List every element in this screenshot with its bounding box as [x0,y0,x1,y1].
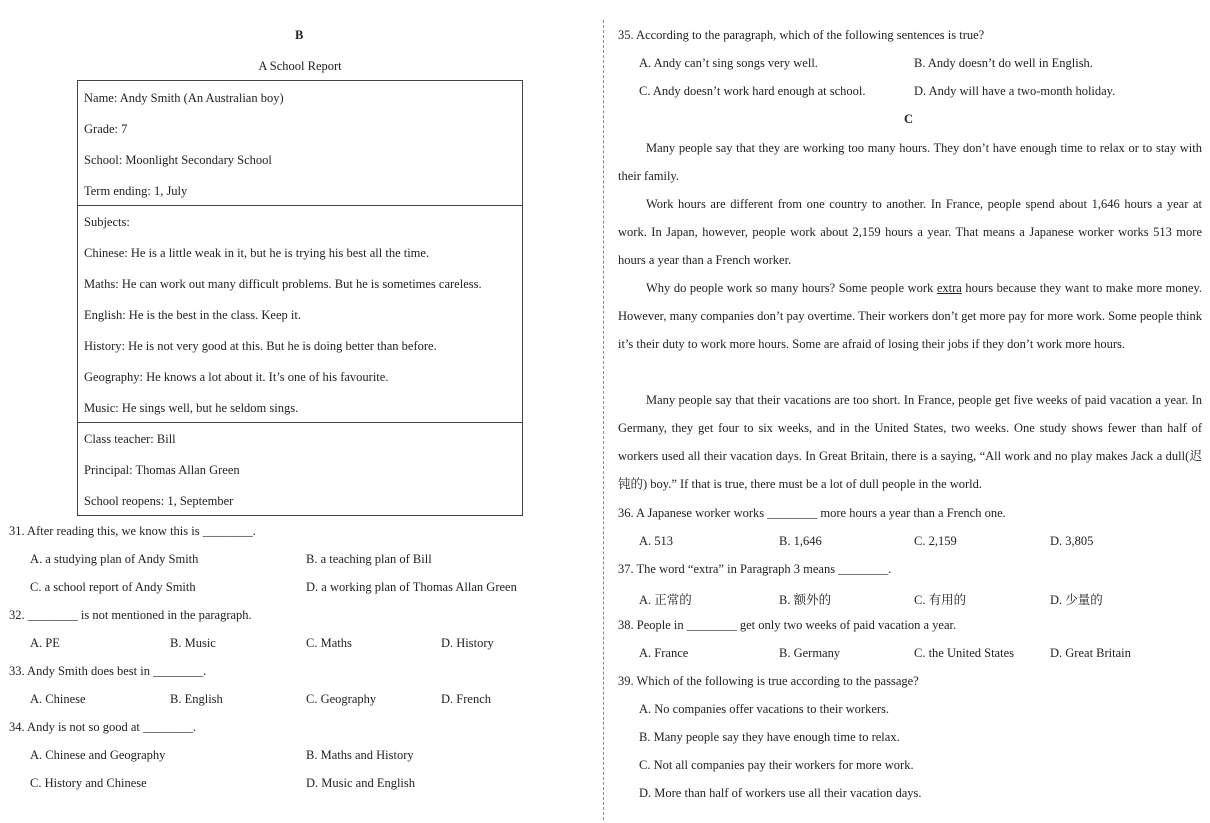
report-principal: Principal: Thomas Allan Green [84,463,240,477]
answer-option[interactable]: A. No companies offer vacations to their workers. [639,702,890,716]
report-grade: Grade: 7 [84,122,128,136]
answer-option[interactable]: D. Music and English [306,776,416,790]
report-name: Name: Andy Smith (An Australian boy) [84,91,284,105]
question-stem: 32. ________ is not mentioned in the paragraph. [9,608,252,622]
report-school: School: Moonlight Secondary School [84,153,272,167]
answer-option[interactable]: A. Chinese [30,692,86,706]
report-term: Term ending: 1, July [84,184,188,198]
answer-option[interactable]: D. French [441,692,491,706]
answer-option[interactable]: C. 有用的 [914,593,967,607]
report-reopens: School reopens: 1, September [84,494,234,508]
answer-option[interactable]: B. Music [170,636,216,650]
question-stem: 36. A Japanese worker works ________ more hours a year than a French one. [618,506,1006,520]
report-divider [78,205,522,206]
answer-option[interactable]: B. Germany [779,646,841,660]
answer-option[interactable]: B. English [170,692,223,706]
answer-option[interactable]: A. France [639,646,689,660]
answer-option[interactable]: C. Not all companies pay their workers for more work. [639,758,914,772]
column-divider [603,20,604,820]
question-stem: 37. The word “extra” in Paragraph 3 means ________. [618,562,892,576]
answer-option[interactable]: B. 1,646 [779,534,822,548]
section-c-heading: C [904,112,914,126]
answer-option[interactable]: C. 2,159 [914,534,957,548]
answer-option[interactable]: D. 3,805 [1050,534,1094,548]
question-stem: 39. Which of the following is true according to the passage? [618,674,919,688]
question-stem: 34. Andy is not so good at ________. [9,720,197,734]
paragraph-text: hours because they want to make more money. However, many companies don’t pay overtime. Their workers don’t get more pay for more work. Some people think it’s their duty to work more hours. Some are afraid of losing their jobs if they don’t work more hours. [618,281,1203,351]
answer-option[interactable]: B. Many people say they have enough time to relax. [639,730,900,744]
underlined-word: extra [936,281,962,295]
answer-option[interactable]: A. Chinese and Geography [30,748,166,762]
paragraph-text: Why do people work so many hours? Some people work [646,281,937,295]
report-teacher: Class teacher: Bill [84,432,176,446]
answer-option[interactable]: D. More than half of workers use all their vacation days. [639,786,922,800]
answer-option[interactable]: B. Andy doesn’t do well in English. [914,56,1093,70]
answer-option[interactable]: D. a working plan of Thomas Allan Green [306,580,517,594]
passage-paragraph-2: Work hours are different from one country to another. In France, people spend about 1,646 hours a year at work. In Japan, however, people work about 2,159 hours a year. That means a Japanese worker works 513 more hours a year than a French worker. [618,197,1202,267]
report-geography: Geography: He knows a lot about it. It’s one of his favourite. [84,370,389,384]
answer-option[interactable]: A. Andy can’t sing songs very well. [639,56,818,70]
question-stem: 35. According to the paragraph, which of the following sentences is true? [618,28,985,42]
answer-option[interactable]: B. 额外的 [779,593,832,607]
passage-paragraph-1: Many people say that they are working too many hours. They don’t have enough time to relax or to stay with their family. [618,141,1202,183]
answer-option[interactable]: C. Geography [306,692,377,706]
answer-option[interactable]: B. a teaching plan of Bill [306,552,432,566]
answer-option[interactable]: C. Andy doesn’t work hard enough at school. [639,84,866,98]
report-music: Music: He sings well, but he seldom sings. [84,401,299,415]
answer-option[interactable]: D. History [441,636,494,650]
report-subjects-heading: Subjects: [84,215,130,229]
answer-option[interactable]: A. a studying plan of Andy Smith [30,552,199,566]
question-stem: 33. Andy Smith does best in ________. [9,664,207,678]
answer-option[interactable]: A. 513 [639,534,674,548]
section-b-heading: B [295,28,304,42]
report-chinese: Chinese: He is a little weak in it, but he is trying his best all the time. [84,246,430,260]
passage-paragraph-3 [618,274,1202,358]
report-maths: Maths: He can work out many difficult problems. But he is sometimes careless. [84,277,482,291]
answer-option[interactable]: A. PE [30,636,60,650]
answer-option[interactable]: D. Great Britain [1050,646,1131,660]
passage-paragraph-4: Many people say that their vacations are too short. In France, people get five weeks of paid vacation a year. In Germany, they get four to six weeks, and in the United States, two weeks. One study shows fewer than half of workers used all their vacation days. In Great Britain, there is a saying, “All work and no play makes Jack a dull(迟钝的) boy.” If that is true, there must be a lot of dull people in the world. [618,393,1202,491]
report-title: A School Report [258,59,342,73]
question-stem: 31. After reading this, we know this is ________. [9,524,256,538]
school-report-table [77,80,523,516]
answer-option[interactable]: B. Maths and History [306,748,414,762]
report-english: English: He is the best in the class. Keep it. [84,308,301,322]
answer-option[interactable]: D. Andy will have a two-month holiday. [914,84,1116,98]
answer-option[interactable]: C. Maths [306,636,352,650]
answer-option[interactable]: D. 少量的 [1050,593,1103,607]
answer-option[interactable]: C. History and Chinese [30,776,147,790]
question-stem: 38. People in ________ get only two weeks of paid vacation a year. [618,618,957,632]
answer-option[interactable]: C. a school report of Andy Smith [30,580,196,594]
report-divider [78,422,522,423]
report-history: History: He is not very good at this. But he is doing better than before. [84,339,437,353]
answer-option[interactable]: C. the United States [914,646,1014,660]
answer-option[interactable]: A. 正常的 [639,593,692,607]
